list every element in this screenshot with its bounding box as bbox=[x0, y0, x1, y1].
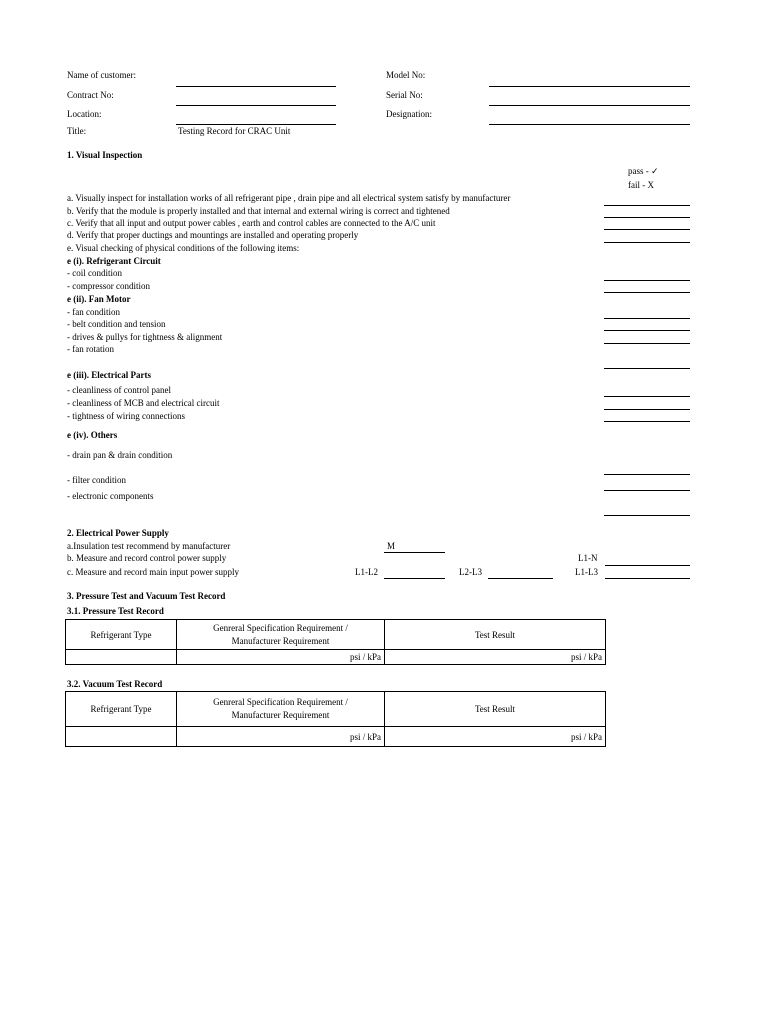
e4-item-field[interactable] bbox=[604, 474, 690, 475]
unit-label: psi / kPa bbox=[349, 731, 381, 742]
l1-l3-label: L1-L3 bbox=[575, 567, 598, 577]
check-a-field[interactable] bbox=[604, 205, 690, 206]
test-result-cell[interactable] bbox=[385, 727, 606, 747]
col-spec-requirement: Genreral Specification Requirement / Manufacturer Requirement bbox=[177, 692, 385, 727]
e2-item: - fan condition bbox=[67, 307, 120, 317]
section3-heading: 3. Pressure Test and Vacuum Test Record bbox=[67, 591, 226, 601]
control-power-label: b. Measure and record control power supply bbox=[67, 553, 227, 563]
e4-item: - electronic components bbox=[67, 491, 154, 501]
col-test-result: Test Result bbox=[385, 620, 606, 650]
spec-requirement-cell[interactable] bbox=[177, 650, 385, 665]
insulation-field[interactable] bbox=[384, 552, 445, 553]
section1-heading: 1. Visual Inspection bbox=[67, 150, 143, 160]
check-c: c. Verify that all input and output power cables , earth and control cables are connected to the A/C unit bbox=[67, 218, 436, 228]
designation-field[interactable] bbox=[489, 124, 690, 125]
check-d-field[interactable] bbox=[604, 242, 690, 243]
col-refrigerant-type: Refrigerant Type bbox=[66, 620, 177, 650]
contract-label: Contract No: bbox=[67, 90, 114, 100]
e4-item-field[interactable] bbox=[604, 515, 690, 516]
e3-heading: e (iii). Electrical Parts bbox=[67, 370, 151, 380]
check-a: a. Visually inspect for installation works of all refrigerant pipe , drain pipe and all electrical system satisfy by manufacturer bbox=[67, 193, 511, 203]
pressure-heading: 3.1. Pressure Test Record bbox=[67, 606, 164, 616]
e1-heading: e (i). Refrigerant Circuit bbox=[67, 256, 161, 266]
vacuum-heading: 3.2. Vacuum Test Record bbox=[67, 679, 163, 689]
l2-l3-label: L2-L3 bbox=[459, 567, 482, 577]
e2-item-field[interactable] bbox=[604, 368, 690, 369]
pressure-table bbox=[65, 619, 606, 665]
title-value: Testing Record for CRAC Unit bbox=[178, 126, 291, 136]
main-power-label: c. Measure and record main input power supply bbox=[67, 567, 239, 577]
e4-item-field[interactable] bbox=[604, 490, 690, 491]
l1-l2-label: L1-L2 bbox=[355, 567, 378, 577]
e2-item: - drives & pullys for tightness & alignment bbox=[67, 332, 223, 342]
e2-item-field[interactable] bbox=[604, 343, 690, 344]
model-field[interactable] bbox=[489, 86, 690, 87]
e3-item-field[interactable] bbox=[604, 421, 690, 422]
insulation-label: a.Insulation test recommend by manufacturer bbox=[67, 541, 231, 551]
spec-requirement-cell[interactable] bbox=[177, 727, 385, 747]
contract-field[interactable] bbox=[176, 105, 336, 106]
e1-item: - coil condition bbox=[67, 268, 122, 278]
e3-item-field[interactable] bbox=[604, 409, 690, 410]
e2-item: - belt condition and tension bbox=[67, 319, 166, 329]
l1-n-label: L1-N bbox=[578, 553, 598, 563]
check-b: b. Verify that the module is properly installed and that internal and external wiring is correct and tightened bbox=[67, 206, 450, 216]
e2-heading: e (ii). Fan Motor bbox=[67, 294, 131, 304]
e2-item: - fan rotation bbox=[67, 344, 114, 354]
serial-label: Serial No: bbox=[386, 90, 423, 100]
refrigerant-type-cell[interactable] bbox=[66, 727, 177, 747]
fail-legend: fail - X bbox=[628, 180, 654, 190]
l1-n-field[interactable] bbox=[605, 565, 690, 566]
e4-heading: e (iv). Others bbox=[67, 430, 118, 440]
unit-label: psi / kPa bbox=[570, 652, 602, 662]
l1-l3-field[interactable] bbox=[605, 578, 690, 579]
section2-heading: 2. Electrical Power Supply bbox=[67, 528, 169, 538]
insulation-unit: M bbox=[387, 541, 396, 551]
col-spec-requirement: Genreral Specification Requirement / Manufacturer Requirement bbox=[177, 620, 385, 650]
e1-item-field[interactable] bbox=[604, 280, 690, 281]
check-d: d. Verify that proper ductings and mountings are installed and operating properly bbox=[67, 230, 359, 240]
location-label: Location: bbox=[67, 109, 102, 119]
designation-label: Designation: bbox=[386, 109, 432, 119]
l2-l3-field[interactable] bbox=[488, 578, 553, 579]
serial-field[interactable] bbox=[489, 105, 690, 106]
e2-item-field[interactable] bbox=[604, 318, 690, 319]
customer-field[interactable] bbox=[176, 86, 336, 87]
e3-item-field[interactable] bbox=[604, 396, 690, 397]
location-field[interactable] bbox=[176, 124, 336, 125]
unit-label: psi / kPa bbox=[570, 731, 602, 742]
title-label: Title: bbox=[67, 126, 87, 136]
col-refrigerant-type: Refrigerant Type bbox=[66, 692, 177, 727]
model-label: Model No: bbox=[386, 70, 426, 80]
pass-legend: pass - ✓ bbox=[628, 166, 659, 176]
e4-item: - drain pan & drain condition bbox=[67, 450, 173, 460]
e2-item-field[interactable] bbox=[604, 330, 690, 331]
unit-label: psi / kPa bbox=[349, 652, 381, 662]
e3-item: - tightness of wiring connections bbox=[67, 411, 185, 421]
test-result-cell[interactable] bbox=[385, 650, 606, 665]
refrigerant-type-cell[interactable] bbox=[66, 650, 177, 665]
e1-item: - compressor condition bbox=[67, 281, 150, 291]
check-b-field[interactable] bbox=[604, 217, 690, 218]
check-e: e. Visual checking of physical conditions of the following items: bbox=[67, 243, 300, 253]
e3-item: - cleanliness of MCB and electrical circuit bbox=[67, 398, 220, 408]
e3-item: - cleanliness of control panel bbox=[67, 385, 171, 395]
customer-label: Name of customer: bbox=[67, 70, 136, 80]
check-c-field[interactable] bbox=[604, 229, 690, 230]
l1-l2-field[interactable] bbox=[384, 578, 445, 579]
e1-item-field[interactable] bbox=[604, 292, 690, 293]
e4-item: - filter condition bbox=[67, 475, 126, 485]
col-test-result: Test Result bbox=[385, 692, 606, 727]
vacuum-table bbox=[65, 691, 606, 747]
